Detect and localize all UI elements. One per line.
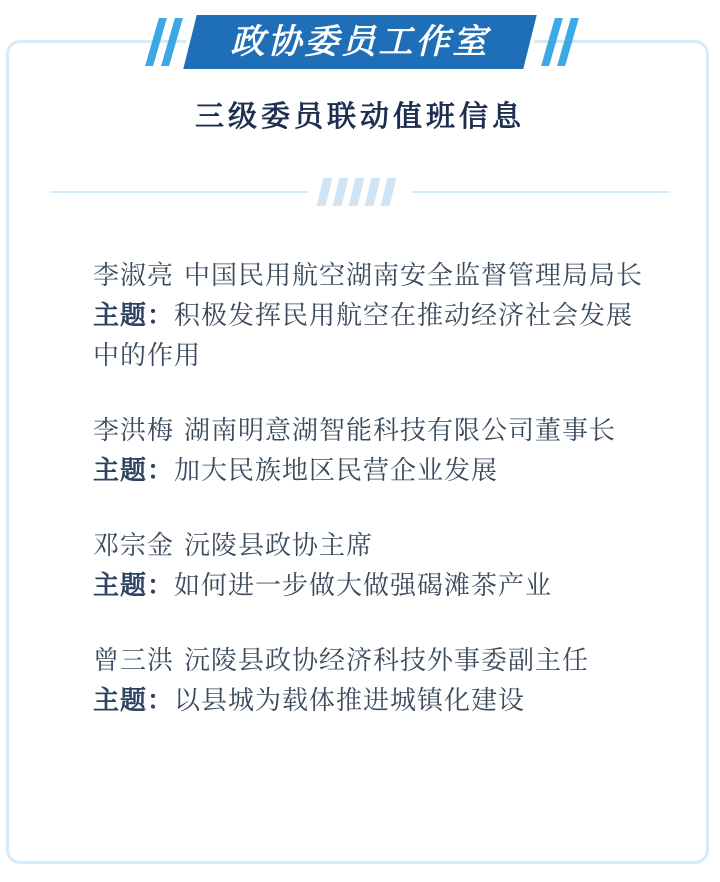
- topic-line: [93, 566, 653, 606]
- person-position: 沅陵县政协主席: [184, 531, 374, 561]
- divider-line-right: [412, 191, 670, 193]
- topic-line: [93, 296, 653, 376]
- topic-label: 主题：: [93, 301, 175, 331]
- divider-decor: [312, 178, 408, 206]
- topic-text: 加大民族地区民营企业发展: [174, 456, 499, 486]
- person-name: 曾三洪: [93, 646, 175, 676]
- topic-text: 以县城为载体推进城镇化建设: [174, 686, 526, 716]
- topic-label: 主题：: [93, 686, 175, 716]
- person-position: 中国民用航空湖南安全监督管理局局长: [184, 261, 644, 291]
- list-item: [93, 411, 653, 491]
- page-subtitle: 三级委员联动值班信息: [194, 99, 525, 133]
- duty-list: [93, 256, 653, 721]
- person-line: [93, 641, 653, 681]
- banner-title: 政协委员工作室: [230, 22, 490, 62]
- person-line: [93, 526, 653, 566]
- topic-line: [93, 681, 653, 721]
- person-name: 李淑亮: [93, 261, 175, 291]
- person-name: 李洪梅: [93, 416, 175, 446]
- divider-line-left: [50, 191, 308, 193]
- topic-text: 如何进一步做大做强碣滩茶产业: [174, 571, 553, 601]
- header-banner: [0, 0, 720, 80]
- topic-label: 主题：: [93, 456, 175, 486]
- person-line: [93, 411, 653, 451]
- list-item: [93, 256, 653, 376]
- list-item: [93, 641, 653, 721]
- person-name: 邓宗金: [93, 531, 175, 561]
- list-item: [93, 526, 653, 606]
- topic-line: [93, 451, 653, 491]
- person-position: 湖南明意湖智能科技有限公司董事长: [184, 416, 617, 446]
- person-line: [93, 256, 653, 296]
- person-position: 沅陵县政协经济科技外事委副主任: [184, 646, 590, 676]
- topic-label: 主题：: [93, 571, 175, 601]
- topic-text: 积极发挥民用航空在推动经济社会发展中的作用: [93, 301, 634, 371]
